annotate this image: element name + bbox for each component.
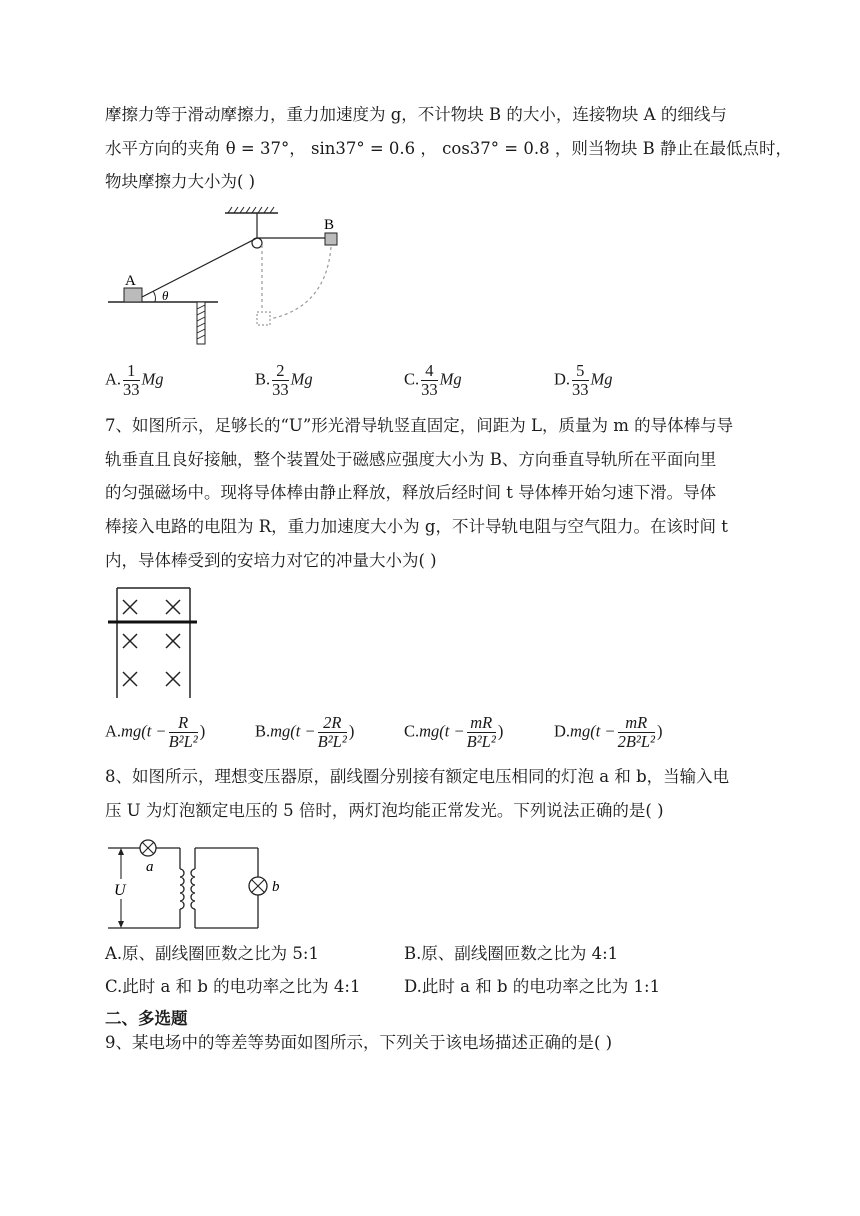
section-heading: 二、多选题 <box>105 1009 188 1028</box>
q6-option-c[interactable]: C. $\frac{4}{33}$ Mg <box>404 361 462 399</box>
q7-text-line-2: 轨垂直且良好接触，整个装置处于磁感应强度大小为 B、方向垂直导轨所在平面向里 <box>105 450 717 469</box>
q7-option-d[interactable]: D.mg(t − $\frac{mR}{\text{2B²L²}}$ ) <box>554 713 663 751</box>
label-u: U <box>114 882 126 899</box>
label-b: B <box>324 217 335 233</box>
q7-option-b[interactable]: B.mg(t − $\frac{2R}{\text{B²L²}}$ ) <box>255 713 355 751</box>
q6-option-a[interactable]: A. $\frac{1}{33}$ Mg <box>105 361 164 399</box>
q8-text-line-2: 压 U 为灯泡额定电压的 5 倍时，两灯泡均能正常发光。下列说法正确的是( ) <box>105 801 664 820</box>
q8-text-line-1: 8、如图所示，理想变压器原，副线圈分别接有额定电压相同的灯泡 a 和 b，当输入电 <box>105 767 730 786</box>
q7-option-a[interactable]: A.mg(t − $\frac{R}{\text{B²L²}}$ ) <box>105 713 206 751</box>
block-a <box>124 288 142 302</box>
label-a: A <box>125 273 136 289</box>
q8-option-c[interactable]: C.此时 a 和 b 的电功率之比为 4:1 <box>105 977 361 996</box>
q8-option-a[interactable]: A.原、副线圈匝数之比为 5:1 <box>105 944 319 963</box>
q6-text-line-1: 摩擦力等于滑动摩擦力，重力加速度为 g，不计物块 B 的大小，连接物块 A 的细线与 <box>105 105 727 124</box>
label-b: b <box>272 879 280 895</box>
q7-option-c[interactable]: C.mg(t − $\frac{mR}{\text{B²L²}}$ ) <box>404 713 504 751</box>
q8-transformer-circuit <box>100 833 300 938</box>
q7-text-line-4: 棒接入电路的电阻为 R，重力加速度大小为 g，不计导轨电阻与空气阻力。在该时间 t <box>105 517 728 536</box>
label-theta: θ <box>162 288 169 303</box>
q6-text-line-3: 物块摩擦力大小为( ) <box>105 172 256 191</box>
q7-text-line-3: 的匀强磁场中。现将导体棒由静止释放，释放后经时间 t 导体棒开始匀速下滑。导体 <box>105 483 717 502</box>
q6-text-line-2: 水平方向的夹角 θ = 37°， sin37° = 0.6 ， cos37° = 0.8 ，则当物块 B 静止在最低点时， <box>105 139 792 158</box>
q7-text-line-1: 7、如图所示，足够长的“U”形光滑导轨竖直固定，间距为 L，质量为 m 的导体棒与导 <box>105 416 734 435</box>
block-b <box>325 233 337 245</box>
q7-text-line-5: 内，导体棒受到的安培力对它的冲量大小为( ) <box>105 551 437 570</box>
q6-pulley-diagram <box>100 205 360 350</box>
q7-rail-diagram <box>105 586 200 701</box>
q6-option-d[interactable]: D. $\frac{5}{33}$ Mg <box>554 361 613 399</box>
q8-option-b[interactable]: B.原、副线圈匝数之比为 4:1 <box>404 944 619 963</box>
q8-option-d[interactable]: D.此时 a 和 b 的电功率之比为 1:1 <box>404 977 661 996</box>
q9-text-line-1: 9、某电场中的等差等势面如图所示，下列关于该电场描述正确的是( ) <box>105 1033 613 1052</box>
label-a: a <box>146 859 154 875</box>
q6-option-b[interactable]: B. $\frac{2}{33}$ Mg <box>255 361 313 399</box>
